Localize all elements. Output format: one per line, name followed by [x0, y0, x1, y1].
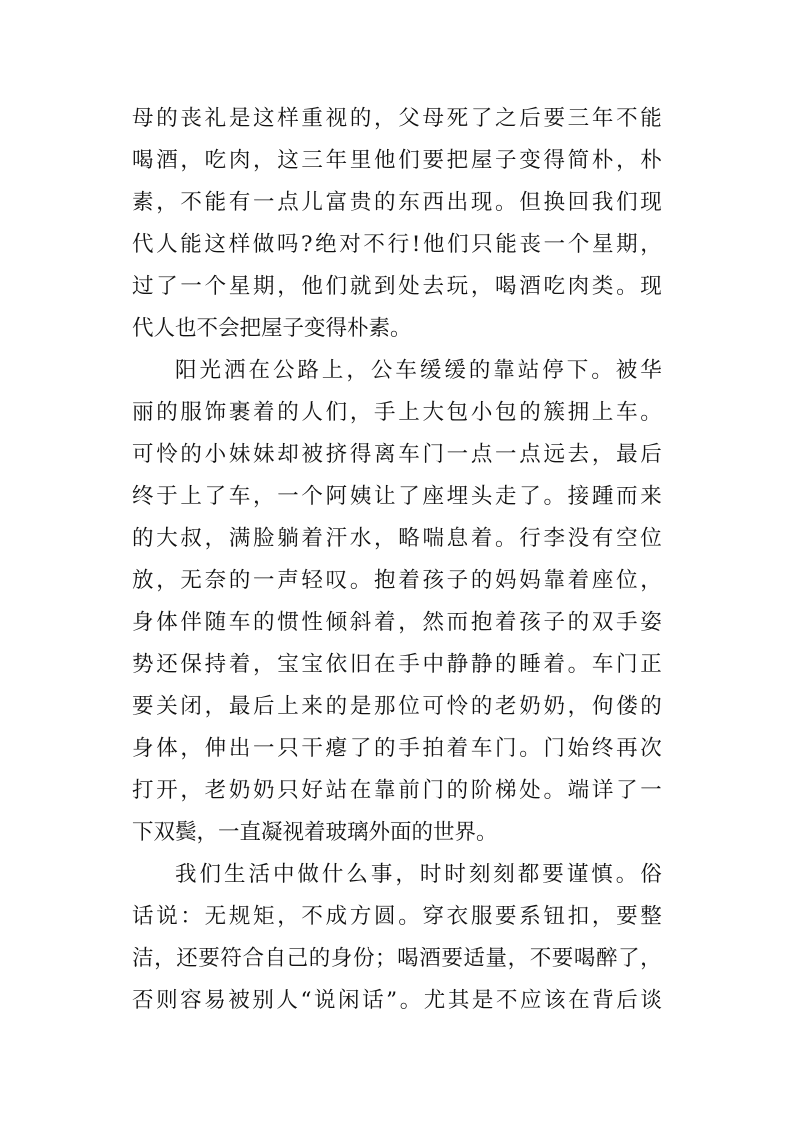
- text-line: 放 ， 无 奈 的 一 声 轻 叹 。 抱 着 孩 子 的 妈 妈 靠 着 座 位 ，: [132, 568, 662, 593]
- text-line: 身 体 伴 随 车 的 惯 性 倾 斜 着 ， 然 而 抱 着 孩 子 的 双 手 姿: [132, 610, 662, 635]
- text-line: 素 ， 不 能 有 一 点 儿 富 贵 的 东 西 出 现 。 但 换 回 我 们 现: [132, 190, 662, 215]
- text-line: 代人也不会把屋子变得朴素。: [132, 316, 412, 341]
- text-line: 我 们 生 活 中 做 什 么 事 ， 时 时 刻 刻 都 要 谨 慎 。 俗: [175, 862, 662, 887]
- text-line: 下双鬓，一直凝视着玻璃外面的世界。: [132, 820, 498, 845]
- text-line: 势 还 保 持 着 ， 宝 宝 依 旧 在 手 中 静 静 的 睡 着 。 车 门 正: [132, 652, 662, 677]
- text-line: 洁 ， 还 要 符 合 自 己 的 身 份 ； 喝 酒 要 适 量 ， 不 要 喝 醉 了 ，: [132, 946, 662, 971]
- text-line: 阳 光 洒 在 公 路 上 ， 公 车 缓 缓 的 靠 站 停 下 。 被 华: [175, 358, 662, 383]
- text-line: 否 则 容 易 被 别 人 “ 说 闲 话 ” 。 尤 其 是 不 应 该 在 背 后 谈: [132, 988, 662, 1013]
- text-line: 的 大 叔 ， 满 脸 躺 着 汗 水 ， 略 喘 息 着 。 行 李 没 有 空 位: [132, 526, 662, 551]
- text-line: 身 体 ， 伸 出 一 只 干 瘪 了 的 手 拍 着 车 门 。 门 始 终 再 次: [132, 736, 662, 761]
- text-line: 终 于 上 了 车 ， 一 个 阿 姨 让 了 座 埋 头 走 了 。 接 踵 而 来: [132, 484, 662, 509]
- text-line: 打 开 ， 老 奶 奶 只 好 站 在 靠 前 门 的 阶 梯 处 。 端 详 了 一: [132, 778, 662, 803]
- text-line: 丽 的 服 饰 裹 着 的 人 们 ， 手 上 大 包 小 包 的 簇 拥 上 车 。: [132, 400, 662, 425]
- text-line: 喝 酒 ， 吃 肉 ， 这 三 年 里 他 们 要 把 屋 子 变 得 简 朴 ， 朴: [132, 148, 662, 173]
- body-text: [132, 98, 662, 1022]
- text-line: 过 了 一 个 星 期 ， 他 们 就 到 处 去 玩 ， 喝 酒 吃 肉 类 。 现: [132, 274, 662, 299]
- text-line: 话 说 ： 无 规 矩 ， 不 成 方 圆 。 穿 衣 服 要 系 钮 扣 ， 要 整: [132, 904, 662, 929]
- text-line: 可 怜 的 小 妹 妹 却 被 挤 得 离 车 门 一 点 一 点 远 去 ， 最 后: [132, 442, 662, 467]
- text-line: 代 人 能 这 样 做 吗 ? 绝 对 不 行 ! 他 们 只 能 丧 一 个 星 期 ，: [132, 232, 662, 257]
- text-line: 要 关 闭 ， 最 后 上 来 的 是 那 位 可 怜 的 老 奶 奶 ， 佝 偻 的: [132, 694, 662, 719]
- text-line: 母 的 丧 礼 是 这 样 重 视 的 ， 父 母 死 了 之 后 要 三 年 不 能: [132, 106, 662, 131]
